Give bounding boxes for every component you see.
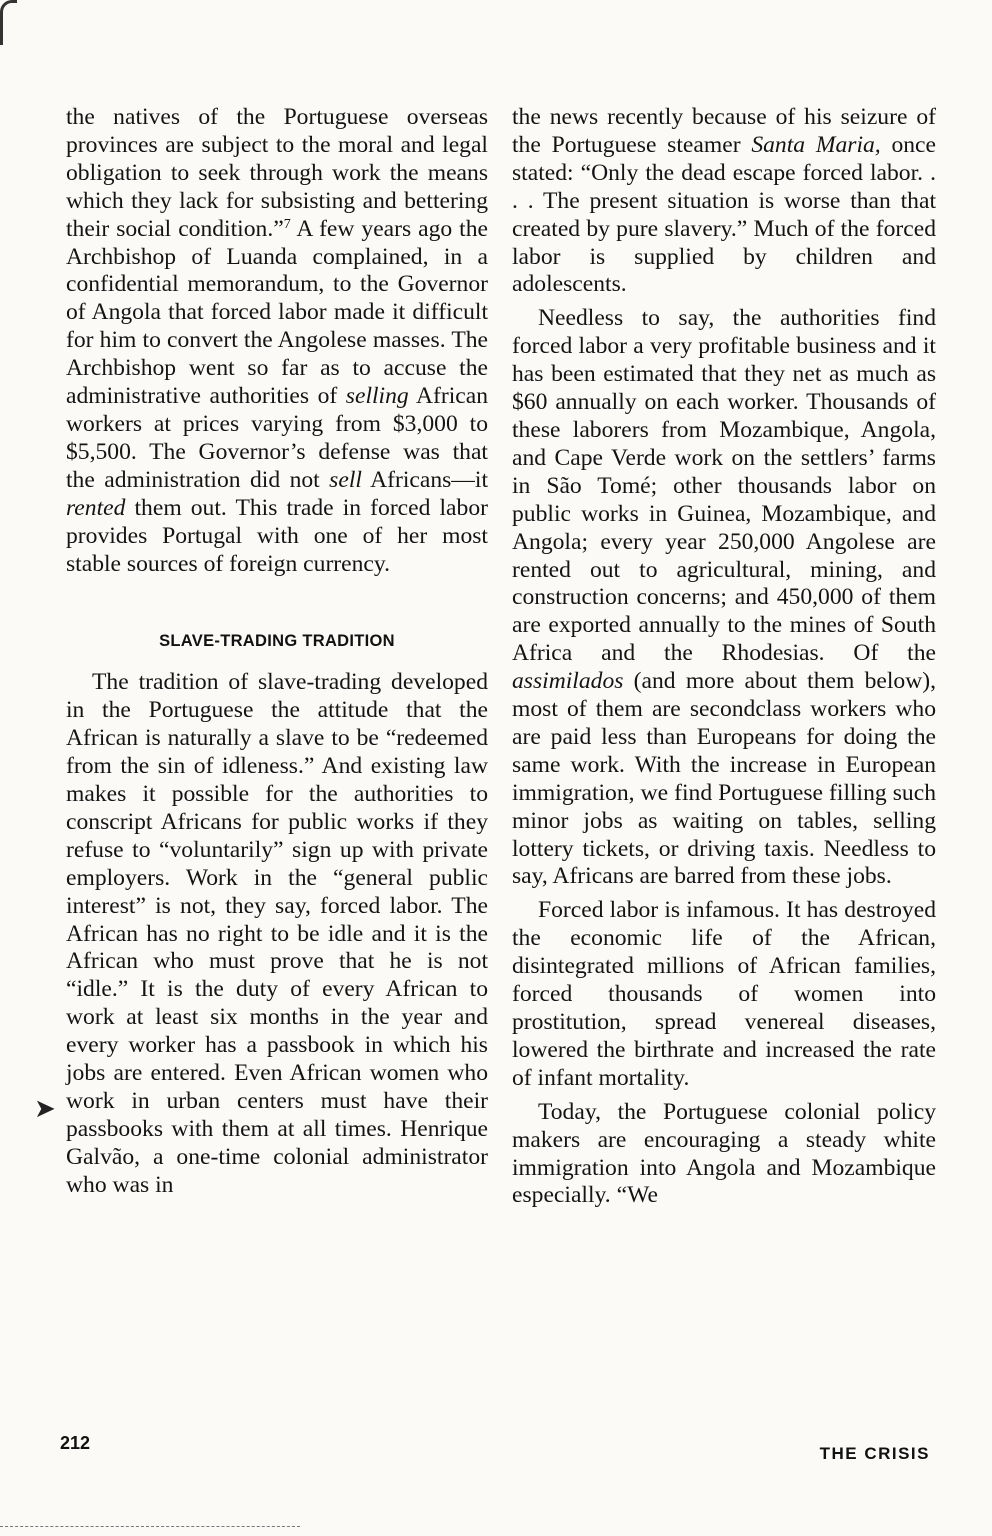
text-run: them out. This trade in forced labor provides Portugal with one of her most stable sources of foreign currency. (66, 494, 488, 577)
right-column (512, 104, 936, 1210)
emphasis-text: sell (329, 466, 362, 493)
right-paragraph-profitable (512, 305, 936, 891)
left-paragraph-continued (66, 104, 488, 578)
right-paragraph-continued (512, 104, 936, 299)
emphasis-text: selling (345, 383, 409, 410)
right-paragraph-immigration: Today, the Portuguese colonial policy makers are encouraging a steady white immigration into Angola and Mozambique especially. “We (512, 1098, 936, 1209)
text-run: (and more about them below), most of them are secondclass workers who are paid less than Europeans for doing the same work. With the increase in European immigration, we find Portuguese filling such minor jobs as waiting on tables, selling lottery tickets, or driving taxis. Needless to say, Africans are barred from these jobs. (512, 668, 936, 890)
left-column (66, 104, 488, 1200)
page-corner-mark (0, 0, 17, 45)
page-number: 212 (60, 1433, 91, 1453)
text-run: Needless to say, the authorities find forced labor a very profitable business and it has been estimated that they net as much as $60 annually on each worker. Thousands of these laborers from Mozambique, Angola, and Cape Verde work on the settlers’ farms in São Tomé; other thousands labor on public works in Guinea, Mozambique, and Angola; every year 250,000 Angolese are rented out to agricultural, mining, and construction concerns; and 450,000 of them are exported annually to the mines of South Africa and the Rhodesias. Of the (512, 305, 936, 667)
bottom-edge-rule (0, 1526, 300, 1527)
left-paragraph-slave-trading: The tradition of slave-trading developed in the Portuguese the attitude that the African is naturally a slave to be “redeemed from the sin of idleness.” And existing law makes it possible for the authorities to conscript Africans for public works if they refuse to “voluntarily” sign up with private employers. Work in the “general public interest” is not, they say, forced labor. The African has no right to be idle and it is the African who must prove that he is not “idle.” It is the duty of every African to work at least six months in the year and every worker has a passbook in which his jobs are entered. Even African women who work in urban centers must have their passbooks with them at all times. Henrique Galvão, a one-time colonial administrator who was in (66, 669, 488, 1198)
emphasis-text: rented (66, 494, 126, 521)
text-run: A few years ago the Archbishop of Luanda complained, in a confidential memorandum, to the Governor of Angola that forced labor made it difficult for him to convert the Angolese masses. The Archbishop went so far as to accuse the administrative authorities of (66, 215, 489, 410)
text-run: Africans—it (361, 466, 489, 493)
emphasis-text: assimilados (512, 668, 624, 695)
text-run: the news recently because of his seizure of the Portuguese steamer (512, 104, 936, 158)
right-paragraph-infamous: Forced labor is infamous. It has destroyed the economic life of the African, disintegrated millions of African families, forced thousands of women into prostitution, spread venereal diseases, lowered the birthrate and increased the rate of infant mortality. (512, 897, 936, 1091)
section-heading: SLAVE-TRADING TRADITION (159, 632, 395, 651)
footnote-marker: 7 (283, 216, 291, 232)
emphasis-text: Santa Maria, (751, 131, 881, 158)
text-run: once stated: “Only the dead escape forced labor. . . . The present situation is worse than that created by pure slavery.” Much of the forced labor is supplied by children and adolescents. (512, 131, 936, 298)
margin-arrow-icon: ➤ (34, 1094, 56, 1124)
text-run: African workers at prices varying from $3,000 to $5,500. The Governor’s defense was that the administration did not (66, 383, 488, 493)
journal-name: THE CRISIS (819, 1444, 930, 1463)
text-run: the natives of the Portuguese overseas provinces are subject to the moral and legal obligation to seek through work the means which they lack for subsisting and bettering their social condition.” (66, 104, 488, 242)
